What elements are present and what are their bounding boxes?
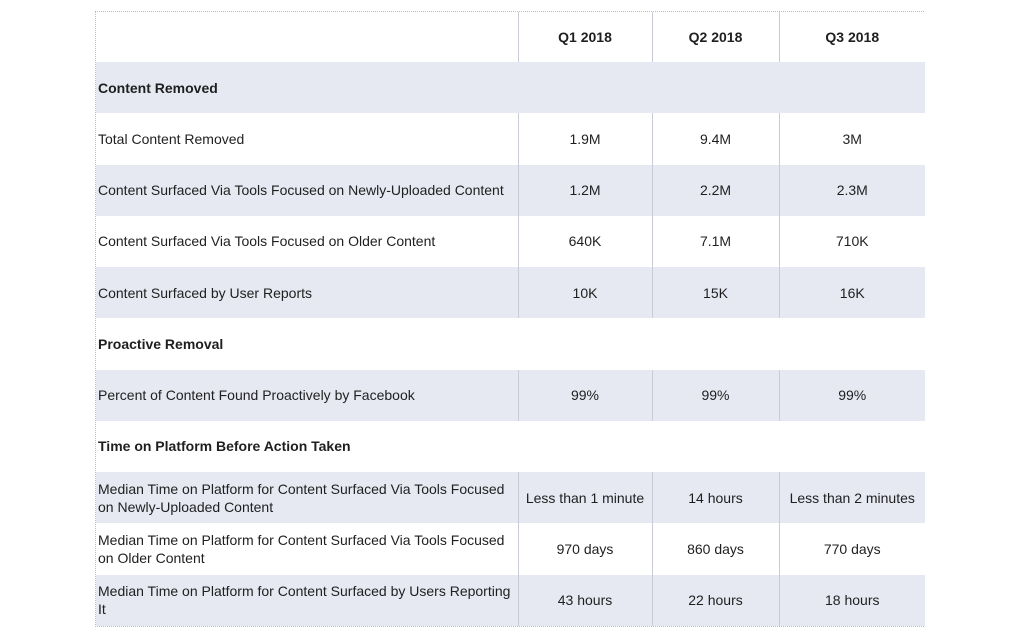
section-heading: Content Removed xyxy=(96,62,925,113)
cell-q3: 770 days xyxy=(779,523,925,574)
table-row xyxy=(96,370,925,421)
cell-q1: 640K xyxy=(518,216,652,267)
cell-q2: 99% xyxy=(652,370,779,421)
cell-q3: 2.3M xyxy=(779,165,925,216)
section-row xyxy=(96,318,925,369)
cell-q2: 2.2M xyxy=(652,165,779,216)
cell-q1: Less than 1 minute xyxy=(518,472,652,523)
cell-q2: 9.4M xyxy=(652,113,779,164)
table-row xyxy=(96,165,925,216)
row-label: Median Time on Platform for Content Surfaced by Users Reporting It xyxy=(96,575,518,626)
header-row xyxy=(96,12,925,62)
cell-q1: 99% xyxy=(518,370,652,421)
row-label: Total Content Removed xyxy=(96,113,518,164)
row-label: Median Time on Platform for Content Surfaced Via Tools Focused on Newly-Uploaded Content xyxy=(96,472,518,523)
cell-q1: 1.2M xyxy=(518,165,652,216)
cell-q2: 7.1M xyxy=(652,216,779,267)
table-row xyxy=(96,216,925,267)
cell-q3: 710K xyxy=(779,216,925,267)
cell-q2: 15K xyxy=(652,267,779,318)
row-label: Median Time on Platform for Content Surfaced Via Tools Focused on Older Content xyxy=(96,523,518,574)
data-table xyxy=(96,12,925,626)
column-header-q3: Q3 2018 xyxy=(779,12,925,62)
section-row xyxy=(96,62,925,113)
row-label: Content Surfaced Via Tools Focused on Newly-Uploaded Content xyxy=(96,165,518,216)
cell-q3: 16K xyxy=(779,267,925,318)
cell-q2: 14 hours xyxy=(652,472,779,523)
row-label: Content Surfaced Via Tools Focused on Older Content xyxy=(96,216,518,267)
cell-q3: 18 hours xyxy=(779,575,925,626)
cell-q1: 43 hours xyxy=(518,575,652,626)
header-blank-cell xyxy=(96,12,518,62)
cell-q3: 3M xyxy=(779,113,925,164)
cell-q2: 22 hours xyxy=(652,575,779,626)
cell-q1: 1.9M xyxy=(518,113,652,164)
cell-q1: 10K xyxy=(518,267,652,318)
section-heading: Time on Platform Before Action Taken xyxy=(96,421,925,472)
cell-q1: 970 days xyxy=(518,523,652,574)
column-header-q1: Q1 2018 xyxy=(518,12,652,62)
cell-q3: 99% xyxy=(779,370,925,421)
row-label: Content Surfaced by User Reports xyxy=(96,267,518,318)
section-heading: Proactive Removal xyxy=(96,318,925,369)
table-row xyxy=(96,523,925,574)
enforcement-table xyxy=(95,11,924,627)
table-row xyxy=(96,113,925,164)
table-body xyxy=(96,62,925,626)
column-header-q2: Q2 2018 xyxy=(652,12,779,62)
section-row xyxy=(96,421,925,472)
table-row xyxy=(96,575,925,626)
cell-q3: Less than 2 minutes xyxy=(779,472,925,523)
table-row xyxy=(96,472,925,523)
row-label: Percent of Content Found Proactively by Facebook xyxy=(96,370,518,421)
cell-q2: 860 days xyxy=(652,523,779,574)
table-row xyxy=(96,267,925,318)
